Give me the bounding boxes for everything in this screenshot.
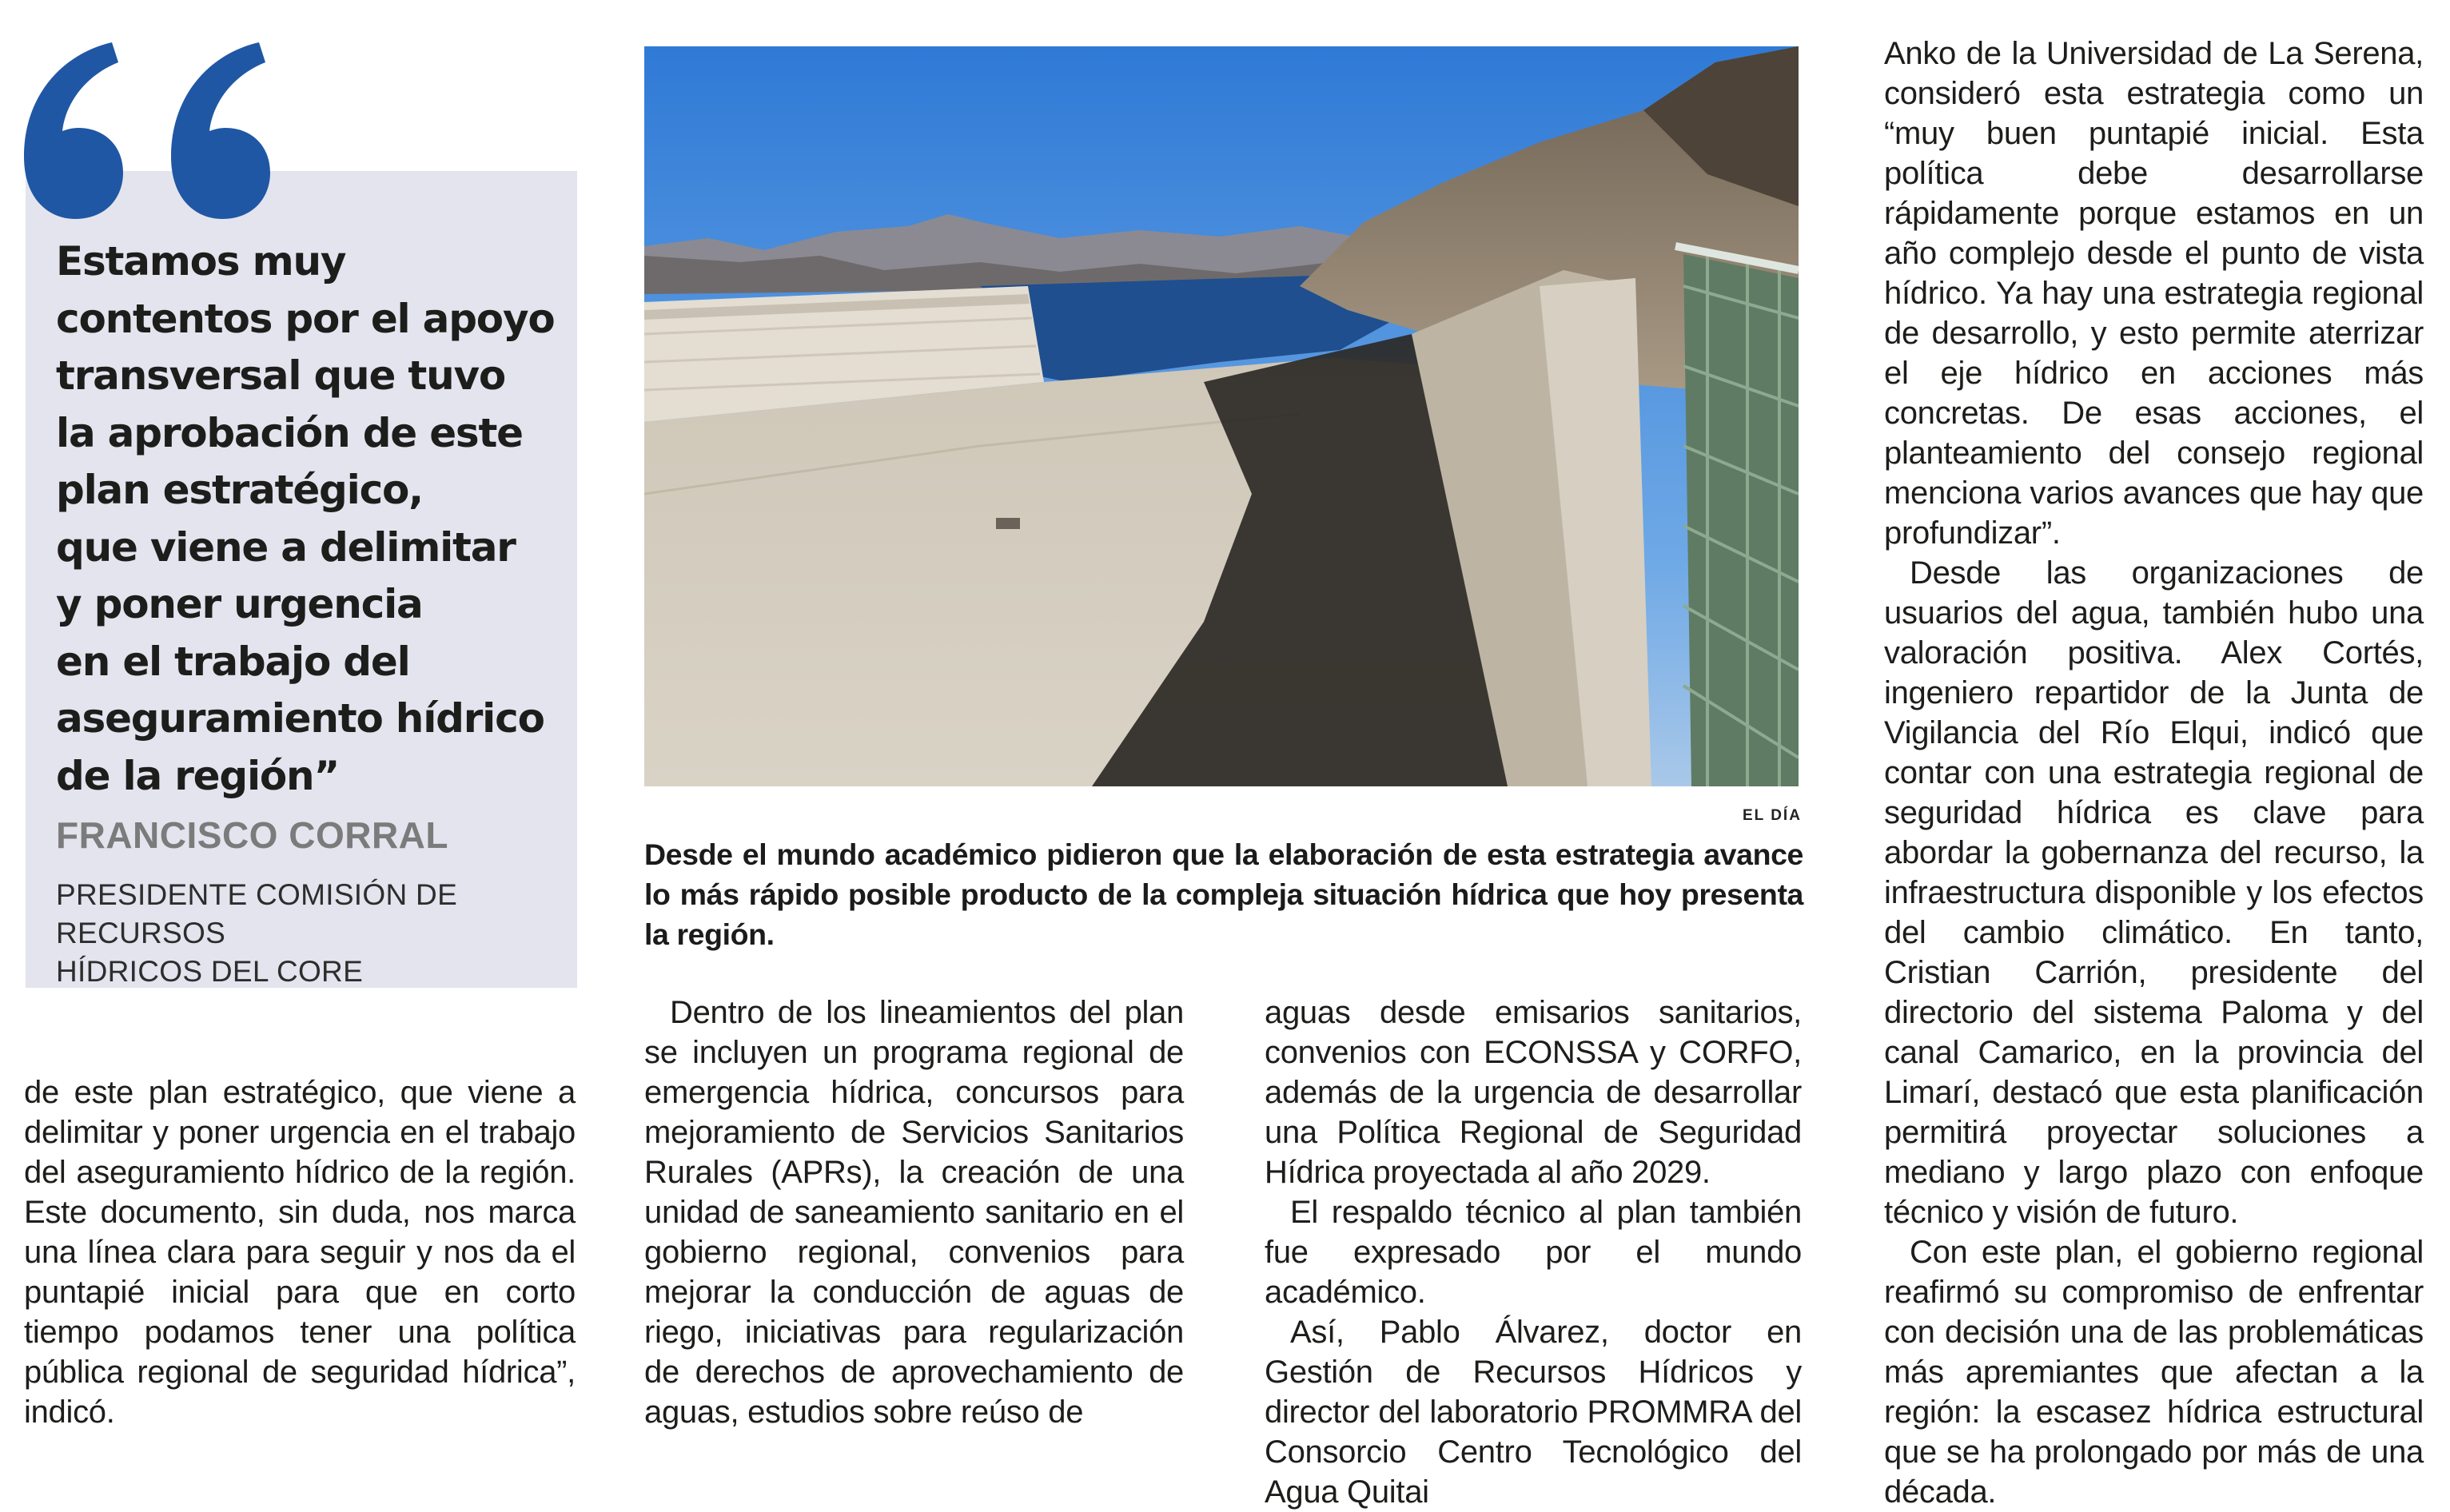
photo-credit: EL DÍA (1743, 807, 1802, 824)
paragraph: Anko de la Universidad de La Serena, consideró esta estrategia como un “muy buen puntapié inicial. Esta política debe desarrollarse rápidamente porque estamos en un año complejo desde el punto de vista hídrico. Ya hay una estrategia regional de desarrollo, y esto permite aterrizar el eje hídrico en acciones más concretas. De esas acciones, el planteamiento del consejo regional menciona varios avances que hay que profundizar”. (1884, 36, 2424, 551)
paragraph: El respaldo técnico al plan también fue expresado por el mundo académico. (1265, 1195, 1802, 1310)
quote-line: que viene a delimitar (56, 523, 516, 571)
paragraph: Con este plan, el gobierno regional reafirmó su compromiso de enfrentar con decisión una de las problemáticas más apremiantes que afectan a la región: la escasez hídrica estructural que se ha prolongado por más de una década. (1884, 1235, 2424, 1510)
quote-author-role (56, 876, 552, 991)
quote-line: en el trabajo del (56, 638, 410, 685)
article-column-2 (644, 993, 1184, 1432)
quote-line: contentos por el apoyo (56, 295, 555, 342)
quote-line: transversal que tuvo (56, 352, 506, 399)
role-line: PRESIDENTE COMISIÓN DE RECURSOS (56, 878, 458, 949)
quote-line: aseguramiento hídrico (56, 695, 544, 742)
paragraph: Desde las organizaciones de usuarios del agua, también hubo una valoración positiva. Alex Cortés, ingeniero repartidor de la Junta de Vigilancia del Río Elqui, indicó que contar con una estrategia regional de seguridad hídrica es clave para abordar la gobernanza del recurso, la infraestructura disponible y los efectos del cambio climático. En tanto, Cristian Carrión, presidente del directorio del sistema Paloma y del canal Camarico, en la provincia del Limarí, destacó que esta planificación permitirá proyectar soluciones a mediano y largo plazo con enfoque técnico y visión de futuro. (1884, 555, 2424, 1230)
reservoir-photo (644, 46, 1799, 786)
paragraph: de este plan estratégico, que viene a delimitar y poner urgencia en el trabajo del aseguramiento hídrico de la región. Este documento, sin duda, nos marca una línea clara para seguir y nos da el puntapié inicial para que en corto tiempo podamos tener una política pública regional de seguridad hídrica”, indicó. (24, 1075, 576, 1430)
quote-author: FRANCISCO CORRAL (56, 814, 448, 856)
pull-quote-text (56, 233, 568, 805)
quote-line: plan estratégico, (56, 467, 423, 513)
paragraph: Dentro de los lineamientos del plan se incluyen un programa regional de emergencia hídrica, concursos para mejoramiento de Servicios Sanitarios Rurales (APRs), la creación de una unidad de saneamiento sanitario en el gobierno regional, convenios para mejorar la conducción de aguas de riego, iniciativas para regularización de derechos de aprovechamiento de aguas, estudios sobre reúso de (644, 995, 1184, 1430)
article-column-4 (1884, 34, 2424, 1512)
paragraph: aguas desde emisarios sanitarios, convenios con ECONSSA y CORFO, además de la urgencia de desarrollar una Política Regional de Seguridad Hídrica proyectada al año 2029. (1265, 995, 1802, 1190)
role-line: HÍDRICOS DEL CORE (56, 955, 364, 988)
quote-line: de la región” (56, 752, 340, 799)
paragraph: Así, Pablo Álvarez, doctor en Gestión de Recursos Hídricos y director del laboratorio PROMMRA del Consorcio Centro Tecnológico del Agua Quitai (1265, 1315, 1802, 1510)
quote-line: Estamos muy (56, 238, 346, 284)
article-column-3 (1265, 993, 1802, 1512)
photo-caption: Desde el mundo académico pidieron que la elaboración de esta estrategia avance lo más rápido posible producto de la compleja situación hídrica que hoy presenta la región. (644, 838, 1803, 951)
quote-mark-icon (18, 38, 273, 222)
article-column-1 (24, 1072, 576, 1432)
quote-line: la aprobación de este (56, 409, 523, 456)
quote-line: y poner urgencia (56, 581, 423, 627)
